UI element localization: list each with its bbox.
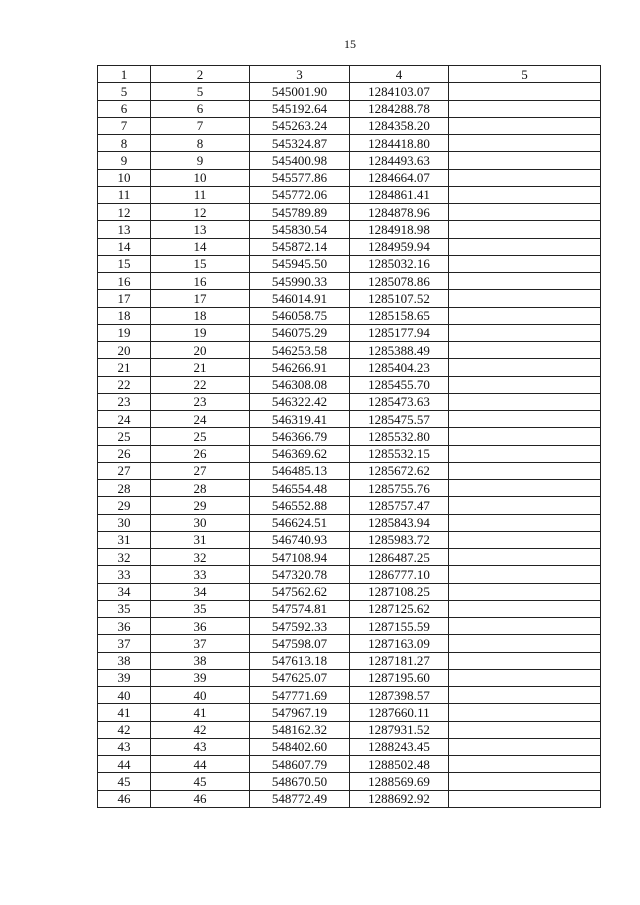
table-row	[98, 514, 601, 531]
table-cell: 1285475.57	[350, 411, 449, 428]
table-header	[98, 66, 601, 83]
table-cell: 1285532.15	[350, 445, 449, 462]
table-row	[98, 497, 601, 514]
table-cell	[449, 221, 601, 238]
table-cell: 1287398.57	[350, 687, 449, 704]
header-row	[98, 66, 601, 83]
table-cell: 11	[151, 186, 250, 203]
table-cell: 46	[151, 790, 250, 807]
table-cell: 38	[98, 652, 151, 669]
table-cell: 32	[98, 549, 151, 566]
table-cell: 1284878.96	[350, 204, 449, 221]
table-cell	[449, 566, 601, 583]
table-cell: 1287108.25	[350, 583, 449, 600]
table-cell: 30	[98, 514, 151, 531]
table-cell: 18	[151, 307, 250, 324]
table-cell: 19	[98, 324, 151, 341]
table-cell: 547574.81	[250, 600, 350, 617]
table-cell	[449, 255, 601, 272]
table-cell: 545830.54	[250, 221, 350, 238]
table-cell	[449, 204, 601, 221]
table-cell	[449, 428, 601, 445]
table-cell: 548607.79	[250, 756, 350, 773]
table-cell: 10	[98, 169, 151, 186]
table-row	[98, 531, 601, 548]
table-cell: 1284959.94	[350, 238, 449, 255]
table-cell: 26	[151, 445, 250, 462]
table-cell: 23	[98, 393, 151, 410]
table-cell: 16	[151, 273, 250, 290]
table-cell: 545789.89	[250, 204, 350, 221]
table-cell: 1287155.59	[350, 618, 449, 635]
table-row	[98, 635, 601, 652]
table-cell	[449, 790, 601, 807]
table-cell: 39	[98, 669, 151, 686]
table-cell: 1285388.49	[350, 342, 449, 359]
table-cell: 1287125.62	[350, 600, 449, 617]
table-cell: 5	[98, 83, 151, 100]
table-row	[98, 255, 601, 272]
table-cell: 18	[98, 307, 151, 324]
table-cell: 11	[98, 186, 151, 203]
table-cell: 1284493.63	[350, 152, 449, 169]
table-cell: 6	[98, 100, 151, 117]
table-cell: 38	[151, 652, 250, 669]
table-cell: 545001.90	[250, 83, 350, 100]
table-cell	[449, 480, 601, 497]
table-cell: 545945.50	[250, 255, 350, 272]
table-row	[98, 307, 601, 324]
table-cell: 1285755.76	[350, 480, 449, 497]
table-cell: 545990.33	[250, 273, 350, 290]
table-cell: 1285455.70	[350, 376, 449, 393]
page-number: 15	[344, 37, 356, 51]
table-cell: 34	[151, 583, 250, 600]
table-cell: 546485.13	[250, 462, 350, 479]
table-cell: 28	[151, 480, 250, 497]
table-cell: 22	[98, 376, 151, 393]
table-cell	[449, 687, 601, 704]
table-row	[98, 704, 601, 721]
table-cell: 546014.91	[250, 290, 350, 307]
table-cell	[449, 583, 601, 600]
table-cell: 45	[151, 773, 250, 790]
table-cell: 8	[98, 135, 151, 152]
table-cell: 34	[98, 583, 151, 600]
table-row	[98, 756, 601, 773]
table-cell: 37	[151, 635, 250, 652]
table-cell	[449, 83, 601, 100]
table-row	[98, 83, 601, 100]
table-cell: 1287931.52	[350, 721, 449, 738]
table-cell: 22	[151, 376, 250, 393]
table-cell: 1287163.09	[350, 635, 449, 652]
table-cell: 15	[151, 255, 250, 272]
table-cell: 545324.87	[250, 135, 350, 152]
table-row	[98, 324, 601, 341]
table-cell: 9	[98, 152, 151, 169]
table-cell: 39	[151, 669, 250, 686]
table-cell	[449, 549, 601, 566]
table-cell	[449, 704, 601, 721]
table-row	[98, 204, 601, 221]
table-cell: 35	[151, 600, 250, 617]
column-header: 3	[250, 66, 350, 83]
table-cell: 1284664.07	[350, 169, 449, 186]
table-cell: 16	[98, 273, 151, 290]
table-cell: 12	[151, 204, 250, 221]
table-cell	[449, 445, 601, 462]
table-cell: 7	[151, 117, 250, 134]
table-row	[98, 152, 601, 169]
table-cell: 27	[98, 462, 151, 479]
table-cell: 32	[151, 549, 250, 566]
table-row	[98, 687, 601, 704]
table-cell: 31	[151, 531, 250, 548]
table-cell: 546366.79	[250, 428, 350, 445]
table-row	[98, 290, 601, 307]
table-row	[98, 618, 601, 635]
table-cell: 29	[98, 497, 151, 514]
table-cell: 1287181.27	[350, 652, 449, 669]
table-row	[98, 376, 601, 393]
table-row	[98, 273, 601, 290]
table-cell: 1285078.86	[350, 273, 449, 290]
table-cell: 10	[151, 169, 250, 186]
table-cell: 547320.78	[250, 566, 350, 583]
table-cell: 19	[151, 324, 250, 341]
table-cell: 37	[98, 635, 151, 652]
table-cell: 546740.93	[250, 531, 350, 548]
table-cell: 1287660.11	[350, 704, 449, 721]
table-cell	[449, 273, 601, 290]
table-cell	[449, 600, 601, 617]
table-cell	[449, 324, 601, 341]
column-header: 2	[151, 66, 250, 83]
table-cell	[449, 635, 601, 652]
table-cell: 33	[98, 566, 151, 583]
table-row	[98, 445, 601, 462]
table-cell: 548670.50	[250, 773, 350, 790]
table-cell: 41	[98, 704, 151, 721]
table-row	[98, 480, 601, 497]
table-cell: 25	[151, 428, 250, 445]
table-cell: 13	[98, 221, 151, 238]
table-cell: 1288502.48	[350, 756, 449, 773]
table-cell	[449, 135, 601, 152]
table-cell: 547625.07	[250, 669, 350, 686]
table-cell: 1285177.94	[350, 324, 449, 341]
table-cell: 20	[98, 342, 151, 359]
table-cell: 1288569.69	[350, 773, 449, 790]
table-cell: 17	[151, 290, 250, 307]
table-row	[98, 549, 601, 566]
table-cell	[449, 290, 601, 307]
table-cell: 1285757.47	[350, 497, 449, 514]
table-row	[98, 721, 601, 738]
table-cell	[449, 652, 601, 669]
table-cell	[449, 618, 601, 635]
table-cell: 547562.62	[250, 583, 350, 600]
table-cell	[449, 376, 601, 393]
table-cell: 1286487.25	[350, 549, 449, 566]
table-cell: 33	[151, 566, 250, 583]
table-cell: 1285843.94	[350, 514, 449, 531]
table-cell: 547598.07	[250, 635, 350, 652]
table-row	[98, 342, 601, 359]
table-row	[98, 773, 601, 790]
table-cell: 546624.51	[250, 514, 350, 531]
table-row	[98, 566, 601, 583]
column-header: 4	[350, 66, 449, 83]
table-cell	[449, 756, 601, 773]
table-cell: 1285983.72	[350, 531, 449, 548]
table-cell	[449, 238, 601, 255]
table-cell	[449, 359, 601, 376]
table-cell: 545192.64	[250, 100, 350, 117]
table-cell: 40	[151, 687, 250, 704]
table-cell	[449, 393, 601, 410]
table-cell: 545772.06	[250, 186, 350, 203]
table-cell: 12	[98, 204, 151, 221]
table-cell: 546554.48	[250, 480, 350, 497]
table-cell	[449, 342, 601, 359]
table-cell: 546322.42	[250, 393, 350, 410]
table-row	[98, 221, 601, 238]
table-cell: 40	[98, 687, 151, 704]
table-cell: 1285532.80	[350, 428, 449, 445]
table-cell: 546552.88	[250, 497, 350, 514]
table-cell: 548772.49	[250, 790, 350, 807]
table-row	[98, 652, 601, 669]
table-cell: 36	[151, 618, 250, 635]
table-cell: 7	[98, 117, 151, 134]
table-row	[98, 169, 601, 186]
table-row	[98, 238, 601, 255]
coordinates-table	[97, 65, 601, 808]
table-cell: 547967.19	[250, 704, 350, 721]
table-row	[98, 393, 601, 410]
table-row	[98, 462, 601, 479]
table-cell	[449, 169, 601, 186]
table-row	[98, 738, 601, 755]
table-cell: 28	[98, 480, 151, 497]
table-cell: 17	[98, 290, 151, 307]
table-cell: 547592.33	[250, 618, 350, 635]
table-cell: 25	[98, 428, 151, 445]
table-cell: 26	[98, 445, 151, 462]
table-row	[98, 100, 601, 117]
table-cell	[449, 738, 601, 755]
table-row	[98, 583, 601, 600]
table-cell	[449, 669, 601, 686]
table-row	[98, 790, 601, 807]
column-header: 1	[98, 66, 151, 83]
table-row	[98, 359, 601, 376]
table-row	[98, 411, 601, 428]
table-cell: 24	[98, 411, 151, 428]
table-cell: 547108.94	[250, 549, 350, 566]
table-cell: 546369.62	[250, 445, 350, 462]
table-cell: 31	[98, 531, 151, 548]
table-cell: 548162.32	[250, 721, 350, 738]
table-cell: 21	[98, 359, 151, 376]
table-cell: 545400.98	[250, 152, 350, 169]
table-cell	[449, 773, 601, 790]
table-cell: 546058.75	[250, 307, 350, 324]
table-cell	[449, 462, 601, 479]
table-cell	[449, 721, 601, 738]
table-body	[98, 83, 601, 808]
table-cell: 548402.60	[250, 738, 350, 755]
table-cell: 6	[151, 100, 250, 117]
table-cell: 1285672.62	[350, 462, 449, 479]
table-cell: 546266.91	[250, 359, 350, 376]
table-cell: 5	[151, 83, 250, 100]
table-cell: 24	[151, 411, 250, 428]
table-cell	[449, 100, 601, 117]
table-row	[98, 428, 601, 445]
table-cell: 23	[151, 393, 250, 410]
table-cell: 44	[98, 756, 151, 773]
table-cell	[449, 117, 601, 134]
table-cell	[449, 152, 601, 169]
table-cell: 547771.69	[250, 687, 350, 704]
table-cell: 1285404.23	[350, 359, 449, 376]
table-cell: 546253.58	[250, 342, 350, 359]
table-cell: 1285032.16	[350, 255, 449, 272]
table-row	[98, 117, 601, 134]
table-cell: 1284103.07	[350, 83, 449, 100]
table-cell: 21	[151, 359, 250, 376]
table-cell: 42	[98, 721, 151, 738]
table-cell: 9	[151, 152, 250, 169]
table-cell: 1284358.20	[350, 117, 449, 134]
table-cell	[449, 307, 601, 324]
table-cell	[449, 411, 601, 428]
table-cell: 43	[151, 738, 250, 755]
table-cell: 42	[151, 721, 250, 738]
table-cell: 1284861.41	[350, 186, 449, 203]
table-row	[98, 669, 601, 686]
table-cell: 41	[151, 704, 250, 721]
table-cell: 29	[151, 497, 250, 514]
table-cell: 1288243.45	[350, 738, 449, 755]
table-cell: 13	[151, 221, 250, 238]
table-cell: 1284918.98	[350, 221, 449, 238]
table-cell: 35	[98, 600, 151, 617]
table-cell: 1284288.78	[350, 100, 449, 117]
table-cell: 546319.41	[250, 411, 350, 428]
table-cell: 14	[98, 238, 151, 255]
table-row	[98, 600, 601, 617]
table-cell: 36	[98, 618, 151, 635]
table-cell: 1286777.10	[350, 566, 449, 583]
table-cell	[449, 186, 601, 203]
table-cell: 1285158.65	[350, 307, 449, 324]
table-cell: 1285107.52	[350, 290, 449, 307]
table-cell: 43	[98, 738, 151, 755]
table-cell: 20	[151, 342, 250, 359]
table-cell: 546075.29	[250, 324, 350, 341]
table-cell: 545872.14	[250, 238, 350, 255]
table-row	[98, 186, 601, 203]
table-cell: 15	[98, 255, 151, 272]
table-cell: 1284418.80	[350, 135, 449, 152]
table-cell: 30	[151, 514, 250, 531]
table-cell: 545577.86	[250, 169, 350, 186]
column-header: 5	[449, 66, 601, 83]
table-cell	[449, 497, 601, 514]
table-cell: 547613.18	[250, 652, 350, 669]
table-cell: 14	[151, 238, 250, 255]
table-cell: 44	[151, 756, 250, 773]
table-cell: 45	[98, 773, 151, 790]
table-row	[98, 135, 601, 152]
table-cell	[449, 514, 601, 531]
table-cell: 27	[151, 462, 250, 479]
table-cell: 46	[98, 790, 151, 807]
table-cell: 8	[151, 135, 250, 152]
table-cell: 1287195.60	[350, 669, 449, 686]
table-cell: 1288692.92	[350, 790, 449, 807]
table-cell	[449, 531, 601, 548]
table-cell: 545263.24	[250, 117, 350, 134]
table-cell: 1285473.63	[350, 393, 449, 410]
table-cell: 546308.08	[250, 376, 350, 393]
